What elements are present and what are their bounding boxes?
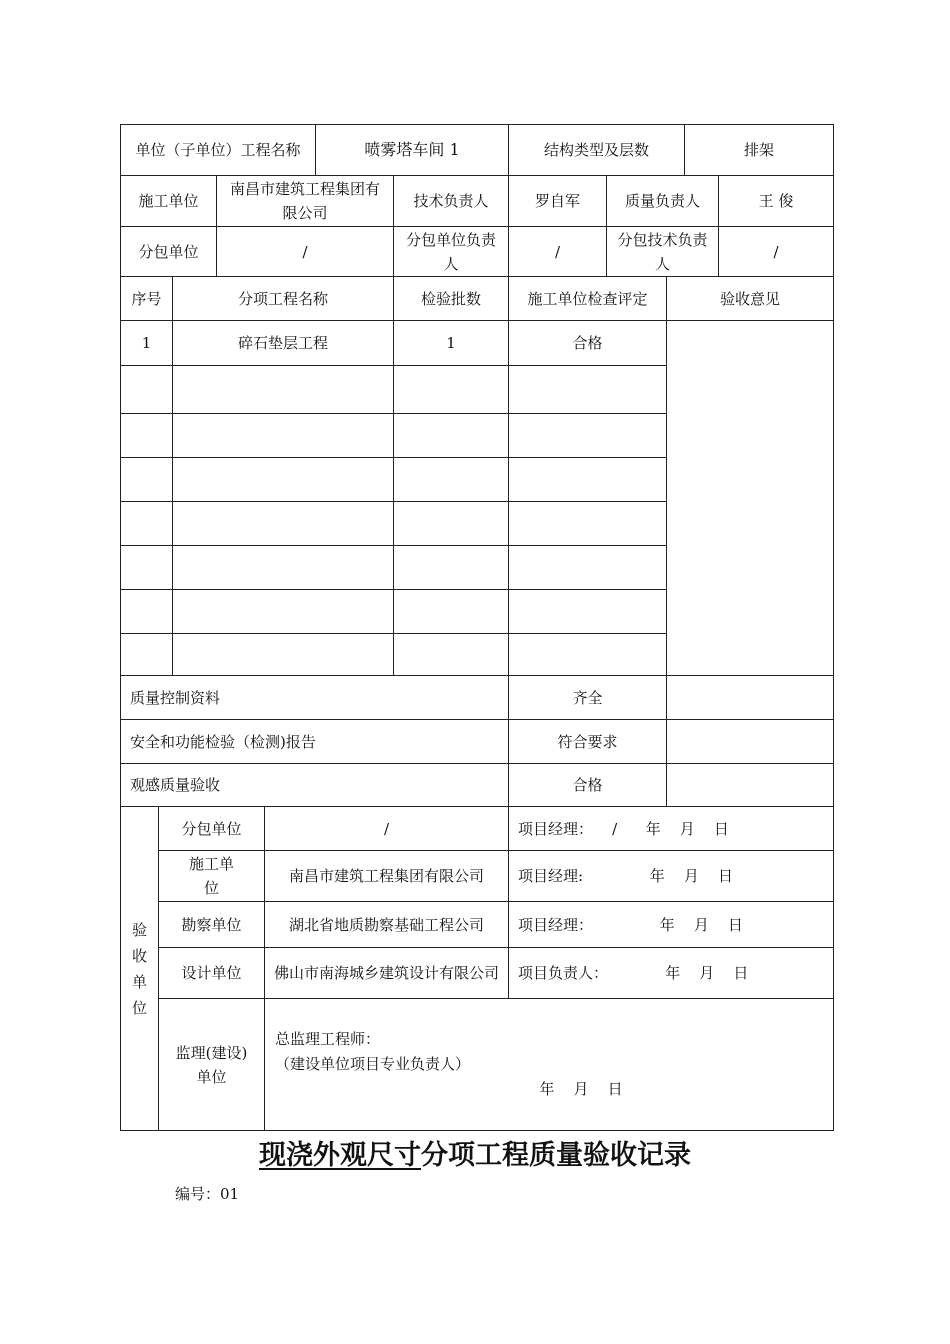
- sub-lead-value: /: [508, 226, 607, 277]
- acceptance-units-char: 验: [131, 920, 147, 939]
- table-row-empty: [120, 501, 173, 546]
- acceptance-sign-survey: 项目经理： 年 月 日: [508, 901, 834, 948]
- table-row-empty: [172, 457, 394, 502]
- quality-lead-value: 王 俊: [718, 175, 834, 227]
- table-row-empty: [172, 545, 394, 590]
- table-row-empty: [172, 633, 394, 676]
- page-title-underlined: 现浇外观尺寸: [259, 1140, 421, 1171]
- acceptance-units-char: 单: [131, 972, 147, 991]
- acceptance-opinion-cell: [666, 320, 834, 676]
- sub-tech-lead-value: /: [718, 226, 834, 277]
- quality-lead-label: 质量负责人: [606, 175, 719, 227]
- col-header-assessment: 施工单位检查评定: [508, 276, 667, 321]
- acceptance-role-supervision: 监理(建设)单位: [158, 998, 265, 1131]
- table-row-empty: [172, 365, 394, 414]
- structure-type-value: 排架: [684, 124, 834, 176]
- col-header-seq: 序号: [120, 276, 173, 321]
- tech-lead-label: 技术负责人: [393, 175, 509, 227]
- acceptance-units-label: [120, 806, 159, 1131]
- acceptance-org-survey: 湖北省地质勘察基础工程公司: [264, 901, 509, 948]
- table-row-empty: [120, 365, 173, 414]
- table-row-assessment: 合格: [508, 320, 667, 366]
- table-row-empty: [508, 589, 667, 634]
- table-row-name: 碎石垫层工程: [172, 320, 394, 366]
- table-row-empty: [508, 545, 667, 590]
- table-row-empty: [172, 501, 394, 546]
- quality-control-docs-label: 质量控制资料: [120, 675, 509, 720]
- page-title-rest: 分项工程质量验收记录: [421, 1140, 691, 1171]
- table-row-empty: [508, 501, 667, 546]
- table-row-empty: [120, 589, 173, 634]
- chief-supervisor-label: 总监理工程师：: [275, 1030, 381, 1048]
- supervision-date: 年 月 日: [539, 1080, 623, 1098]
- table-row-empty: [508, 365, 667, 414]
- table-row-empty: [393, 545, 509, 590]
- table-row-empty: [508, 413, 667, 458]
- table-row-empty: [393, 501, 509, 546]
- quality-control-docs-result: 齐全: [508, 675, 667, 720]
- table-row-empty: [508, 633, 667, 676]
- construction-unit-label: 施工单位: [120, 175, 217, 227]
- table-row-seq: 1: [120, 320, 173, 366]
- project-name-value: 喷雾塔车间 1: [315, 124, 509, 176]
- appearance-quality-opinion: [666, 763, 834, 807]
- acceptance-units-char: 位: [131, 998, 147, 1017]
- table-row-empty: [120, 413, 173, 458]
- structure-type-label: 结构类型及层数: [508, 124, 685, 176]
- acceptance-sign-construction: 项目经理: 年 月 日: [508, 850, 834, 902]
- quality-control-docs-opinion: [666, 675, 834, 720]
- table-row-empty: [393, 633, 509, 676]
- acceptance-sign-sub: 项目经理： / 年 月 日: [508, 806, 834, 851]
- acceptance-org-construction: 南昌市建筑工程集团有限公司: [264, 850, 509, 902]
- table-row-empty: [393, 589, 509, 634]
- acceptance-role-sub: 分包单位: [158, 806, 265, 851]
- table-row-empty: [172, 589, 394, 634]
- page-title: [0, 1136, 950, 1176]
- table-row-empty: [508, 457, 667, 502]
- acceptance-role-construction: 施工单位: [158, 850, 265, 902]
- construction-unit-value: 南昌市建筑工程集团有限公司: [216, 175, 394, 227]
- table-row-empty: [393, 413, 509, 458]
- table-row-empty: [393, 365, 509, 414]
- safety-function-report-result: 符合要求: [508, 719, 667, 764]
- sub-tech-lead-label: 分包技术负责人: [606, 226, 719, 277]
- supervision-sign-block: [264, 998, 834, 1131]
- acceptance-sign-design: 项目负责人： 年 月 日: [508, 947, 834, 999]
- safety-function-report-opinion: [666, 719, 834, 764]
- col-header-opinion: 验收意见: [666, 276, 834, 321]
- project-name-label: 单位（子单位）工程名称: [120, 124, 316, 176]
- acceptance-org-design: 佛山市南海城乡建筑设计有限公司: [264, 947, 509, 999]
- appearance-quality-label: 观感质量验收: [120, 763, 509, 807]
- acceptance-role-survey: 勘察单位: [158, 901, 265, 948]
- document-number: 编号：01: [175, 1185, 240, 1203]
- table-row-empty: [120, 457, 173, 502]
- col-header-name: 分项工程名称: [172, 276, 394, 321]
- table-row-empty: [120, 545, 173, 590]
- acceptance-role-design: 设计单位: [158, 947, 265, 999]
- acceptance-units-char: 收: [131, 946, 147, 965]
- sub-lead-label: 分包单位负责人: [393, 226, 509, 277]
- safety-function-report-label: 安全和功能检验（检测)报告: [120, 719, 509, 764]
- col-header-batches: 检验批数: [393, 276, 509, 321]
- owner-project-lead-label: （建设单位项目专业负责人）: [275, 1055, 471, 1073]
- sub-unit-label: 分包单位: [120, 226, 217, 277]
- table-row-empty: [172, 413, 394, 458]
- table-row-empty: [393, 457, 509, 502]
- table-row-batches: 1: [393, 320, 509, 366]
- acceptance-org-sub: /: [264, 806, 509, 851]
- sub-unit-value: /: [216, 226, 394, 277]
- table-row-empty: [120, 633, 173, 676]
- tech-lead-value: 罗自军: [508, 175, 607, 227]
- appearance-quality-result: 合格: [508, 763, 667, 807]
